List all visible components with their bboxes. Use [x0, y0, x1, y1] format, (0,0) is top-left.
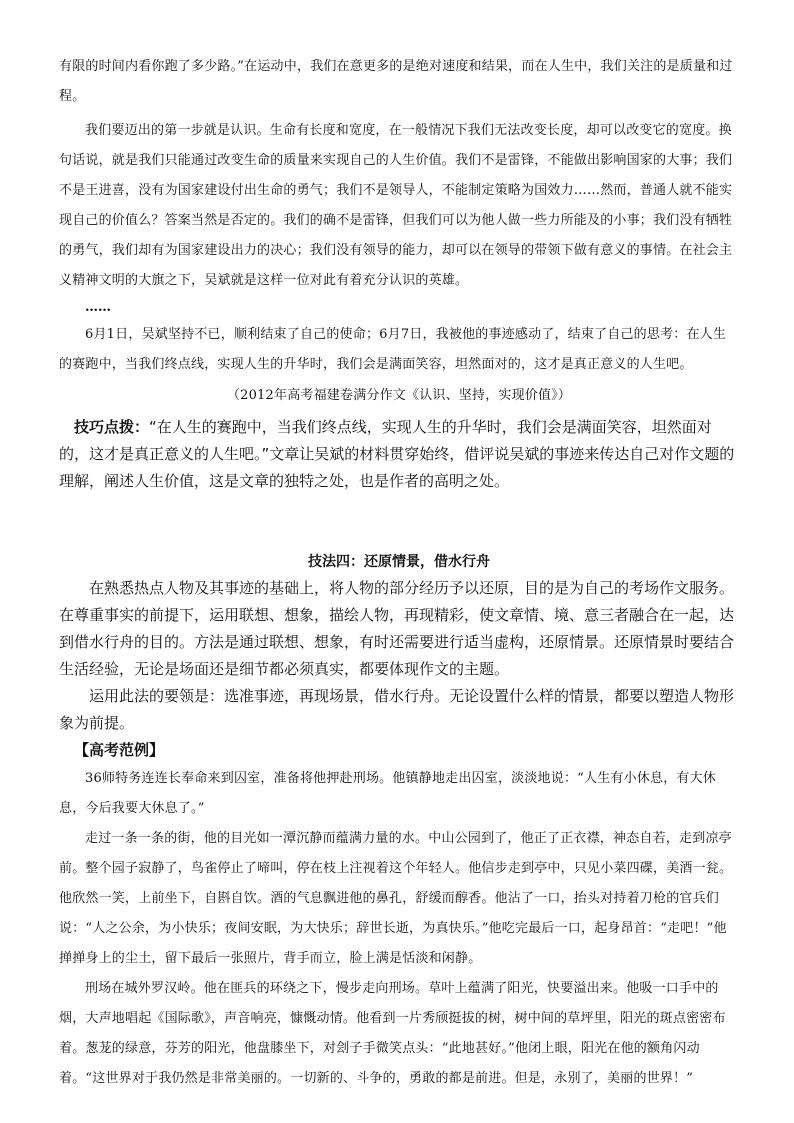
tips-text: “在人生的赛跑中，当我们终点线，实现人生的升华时，我们会是满面笑容，坦然面对的，这才是真正意义的人生吧。”文章让吴斌的材料贯穿始终，借评说吴斌的事迹来传达自己对作文题的理解，阐述人生价值，这是文章的独特之处，也是作者的高明之处。	[59, 418, 735, 490]
essay-paragraph-2: 我们要迈出的第一步就是认识。生命有长度和宽度，在一般情况下我们无法改变长度，却可以改变它的宽度。换句话说，就是我们只能通过改变生命的质量来实现自己的人生价值。我们不是雷锋，不能做出影响国家的大事；我们不是王进喜，没有为国家建设付出生命的勇气；我们不是领导人，不能制定策略为国效力……然而，普通人就不能实现自己的价值么？答案当然是否定的。我们的确不是雷锋，但我们可以为他人做一些力所能及的小事；我们没有牺牲的勇气，我们却有为国家建设出力的决心；我们没有领导的能力，却可以在领导的带领下做有意义的事情。在社会主义精神文明的大旗之下，吴斌就是这样一位对此有着充分认识的英雄。	[59, 123, 733, 288]
document-page	[59, 52, 739, 1094]
example-title: 【高考范例】	[74, 741, 165, 759]
technique-heading: 技法四：还原情景，借水行舟	[308, 554, 490, 570]
technique-paragraph-2: 运用此法的要领是：选准事迹，再现场景，借水行舟。无论设置什么样的情景，都要以塑造人物形象为前提。	[59, 687, 735, 732]
technique-paragraph-1: 在熟悉热点人物及其事迹的基础上，将人物的部分经历予以还原，目的是为自己的考场作文服务。在尊重事实的前提下，运用联想、想象，描绘人物，再现精彩，使文章情、境、意三者融合在一起，达到借水行舟的目的。方法是通过联想、想象，有时还需要进行适当虚构，还原情景。还原情景时要结合生活经验，无论是场面还是细节都必须真实，都要体现作文的主题。	[59, 579, 735, 678]
tips-label: 技巧点拨：	[74, 418, 150, 436]
example-paragraph-1: 36师特务连连长奉命来到囚室，准备将他押赴刑场。他镇静地走出囚室，淡淡地说：“人生有小休息，有大休息，今后我要大休息了。”	[59, 771, 716, 816]
essay-paragraph-3: 6月1日，吴斌坚持不已，顺利结束了自己的使命；6月7日，我被他的事迹感动了，结束了自己的思考：在人生的赛跑中，当我们终点线，实现人生的升华时，我们会是满面笑容，坦然面对的，这才是真正意义的人生吧。	[59, 327, 727, 372]
tips-paragraph	[59, 414, 739, 495]
example-paragraph-2: 走过一条一条的街，他的目光如一潭沉静而蕴满力量的水。中山公园到了，他正了正衣襟，神态自若，走到凉亭前。整个园子寂静了，鸟雀停止了啼叫，停在枝上注视着这个年轻人。他信步走到亭中，只见小菜四碟，美酒一瓮。他欣然一笑，上前坐下，自斟自饮。酒的气息飘进他的鼻孔，舒缓而醇香。他沾了一口，抬头对持着刀枪的官兵们说：“人之公余，为小快乐；夜间安眠，为大快乐；辞世长逝，为真快乐。”他吃完最后一口，起身昂首：“走吧！”他掸掸身上的尘土，留下最后一张照片，背手而立，脸上满是恬淡和闲静。	[59, 831, 733, 966]
example-paragraph-3: 刑场在城外罗汉岭。他在匪兵的环绕之下，慢步走向刑场。草叶上蕴满了阳光，快要溢出来。他吸一口手中的烟，大声地唱起《国际歌》，声音响亮，慷慨动情。他看到一片秀颀挺拔的树，树中间的草坪里，阳光的斑点密密布着。葱茏的绿意，芬芳的阳光，他盘膝坐下，对刽子手微笑点头：“此地甚好。”他闭上眼，阳光在他的额角闪动着。“这世界对于我仍然是非常美丽的。一切新的、斗争的，勇敢的都是前进。但是，永别了，美丽的世界！”	[59, 981, 726, 1086]
essay-ellipsis: ……	[85, 300, 111, 315]
essay-paragraph-1: 有限的时间内看你跑了多少路。”在运动中，我们在意更多的是绝对速度和结果，而在人生中，我们关注的是质量和过程。	[59, 59, 733, 104]
essay-source: （2012年高考福建卷满分作文《认识、坚持，实现价值》）	[226, 388, 572, 403]
